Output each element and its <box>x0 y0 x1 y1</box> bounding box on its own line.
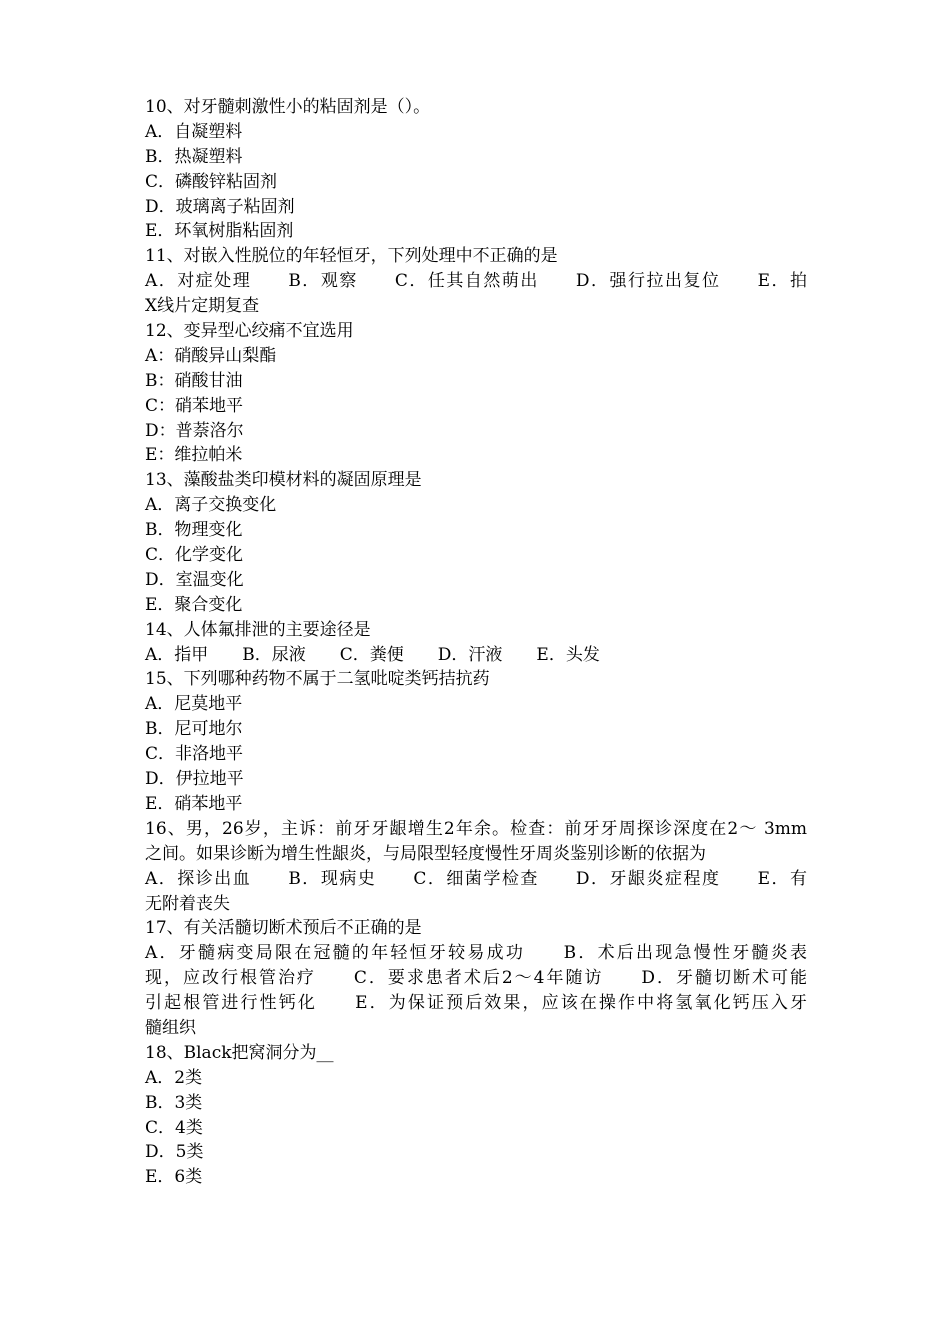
text-line: 13、藻酸盐类印模材料的凝固原理是 <box>145 470 422 491</box>
text-line: A：硝酸异山梨酯 <box>145 345 277 366</box>
text-line: D．5类 <box>145 1142 204 1163</box>
text-line: 18、Black把窝洞分为__ <box>145 1042 334 1063</box>
text-line: 16、男，26岁，主诉：前牙牙龈增生2年余。检查：前牙牙周探诊深度在2～ 3mm <box>145 818 807 839</box>
text-line: X线片定期复查 <box>145 296 260 317</box>
text-line: D．玻璃离子粘固剂 <box>145 196 295 217</box>
text-line: E．硝苯地平 <box>145 793 243 814</box>
text-line: C：硝苯地平 <box>145 395 244 416</box>
text-line: 12、变异型心绞痛不宜选用 <box>145 321 354 342</box>
text-line: B．物理变化 <box>145 520 243 541</box>
text-line: E．环氧树脂粘固剂 <box>145 221 294 242</box>
text-line: E：维拉帕米 <box>145 445 243 466</box>
text-line: D．伊拉地平 <box>145 769 244 790</box>
text-line: A．尼莫地平 <box>145 694 243 715</box>
text-line: A．探诊出血 B．现病史 C．细菌学检查 D．牙龈炎症程度 E．有 <box>145 868 807 889</box>
text-line: 髓组织 <box>145 1017 196 1038</box>
text-line: 10、对牙髓刺激性小的粘固剂是（）。 <box>145 97 431 117</box>
text-line: A．指甲 B．尿液 C．粪便 D．汗液 E．头发 <box>145 644 600 665</box>
text-line: B．热凝塑料 <box>145 146 243 167</box>
text-line: A．离子交换变化 <box>145 495 277 516</box>
text-line: E．聚合变化 <box>145 594 243 615</box>
text-line: 之间。如果诊断为增生性龈炎，与局限型轻度慢性牙周炎鉴别诊断的依据为 <box>145 843 706 864</box>
text-line: C．4类 <box>145 1117 203 1138</box>
text-line: A．自凝塑料 <box>145 121 243 142</box>
text-line: 15、下列哪种药物不属于二氢吡啶类钙拮抗药 <box>145 669 490 690</box>
text-line: D：普萘洛尔 <box>145 420 244 441</box>
text-line: 无附着丧失 <box>145 893 230 914</box>
text-line: 14、人体氟排泄的主要途径是 <box>145 619 371 640</box>
text-line: B．尼可地尔 <box>145 719 243 740</box>
text-line: B：硝酸甘油 <box>145 370 243 391</box>
text-line: C．非洛地平 <box>145 744 244 765</box>
text-line: A．牙髓病变局限在冠髓的年轻恒牙较易成功 B．术后出现急慢性牙髓炎表 <box>145 943 807 964</box>
text-line: B．3类 <box>145 1092 203 1113</box>
text-line: C．化学变化 <box>145 545 244 566</box>
text-line: 现，应改行根管治疗 C．要求患者术后2～4年随访 D．牙髓切断术可能 <box>145 968 807 989</box>
text-line: 11、对嵌入性脱位的年轻恒牙，下列处理中不正确的是 <box>145 246 558 267</box>
text-line: D．室温变化 <box>145 569 244 590</box>
text-line: A．2类 <box>145 1067 203 1088</box>
text-line: C．磷酸锌粘固剂 <box>145 171 278 192</box>
document-page <box>145 95 807 1190</box>
text-line: 17、有关活髓切断术预后不正确的是 <box>145 918 422 939</box>
text-line: A．对症处理 B．观察 C．任其自然萌出 D．强行拉出复位 E．拍 <box>145 271 807 292</box>
text-line: 引起根管进行性钙化 E．为保证预后效果，应该在操作中将氢氧化钙压入牙 <box>145 993 807 1014</box>
text-line: E．6类 <box>145 1167 203 1188</box>
